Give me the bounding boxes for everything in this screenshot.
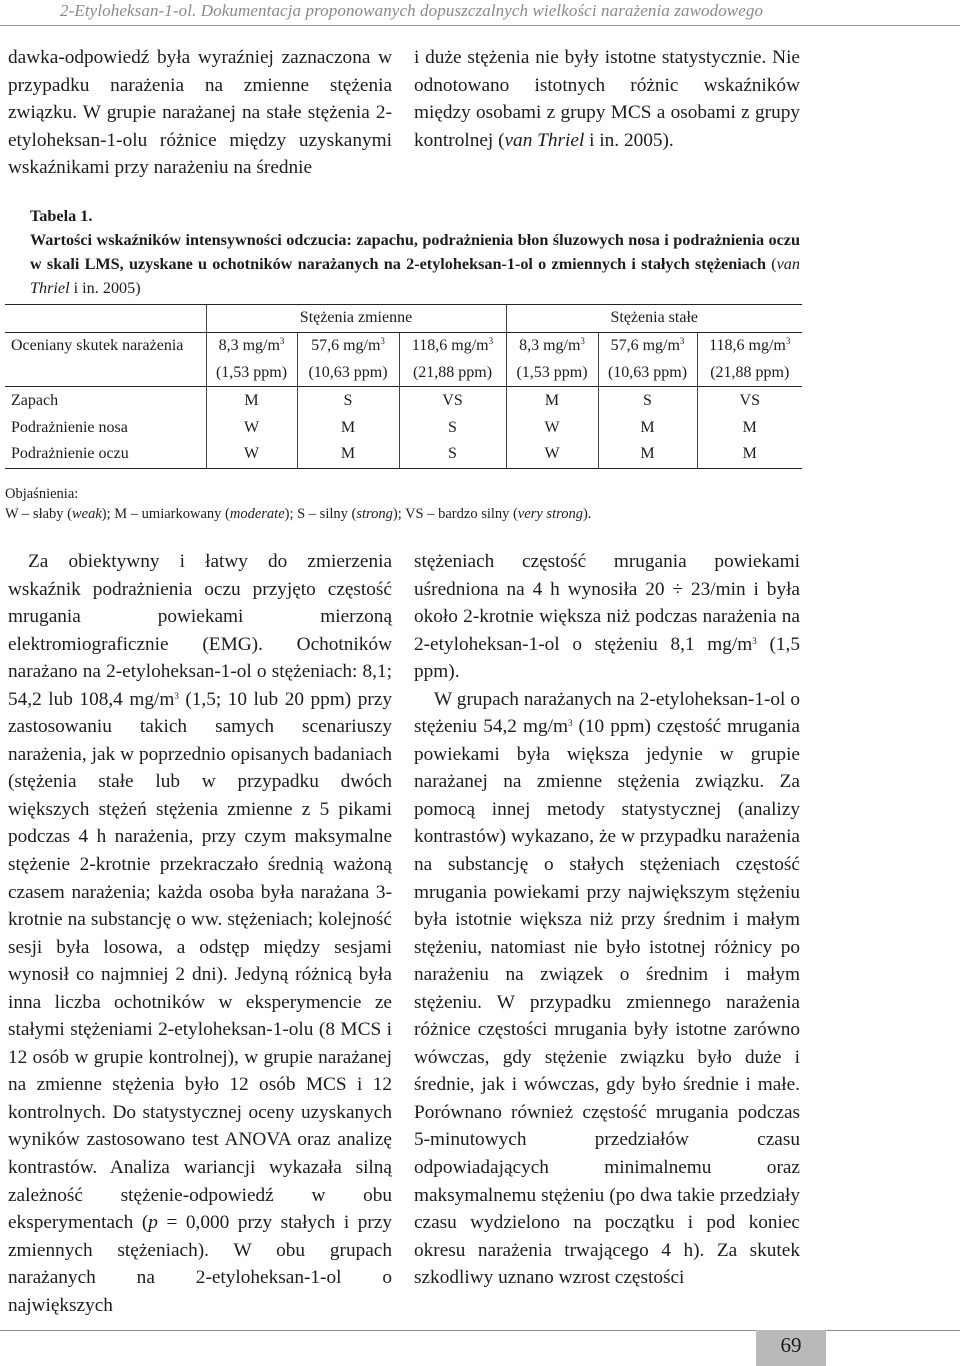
paragraph: W grupach narażanych na 2-etyloheksan-1-ol o stężeniu 54,2 $mg/m^3$ (10 ppm) częstość mrugania powiekami była większa jedynie w grupie narażanej na zmienne stężenia związku. Za pomocą innej metody statystycznej (analizy kontrastów) wykazano, że w przypadku narażenia na substancję o stałych stężeniach częstość mrugania powiekami przy największym stężeniu była istotnie większa niż przy średnim i małym stężeniu, natomiast nie było istotnej różnicy po narażeniu na związek o średnim i małym stężeniu. W przypadku zmiennego narażenia różnice częstości mrugania były istotne zarówno wówczas, gdy stężenie związku było duże i średnie, jak i wówczas, gdy było średnie i małe. Porównano również częstość mrugania podczas 5-minutowych przedziałów czasu odpowiadających minimalnemu oraz maksymalnemu stężeniu (po dwa takie przedziały czasu wydzielono na początku i pod koniec okresu narażenia trwającego 4 h). Za skutek szkodliwy uznano wzrost częstości (414, 688, 800, 1289)
ppm-cell: (1,53 ppm) (206, 360, 297, 387)
table-cell: W (206, 414, 297, 441)
table-cell: S (598, 387, 697, 414)
row-label: Podrażnienie nosa (11, 418, 128, 436)
running-header (0, 0, 960, 26)
group-header-row (5, 305, 802, 333)
table-label: Tabela 1. (30, 207, 93, 225)
ppm-cell: (1,53 ppm) (506, 360, 598, 387)
ppm-cell: (21,88 ppm) (697, 360, 802, 387)
notes-title: Objaśnienia: (5, 486, 79, 502)
table-cell: M (506, 387, 598, 414)
table-cell: S (399, 414, 506, 441)
concentration-cell: 118,6 $mg/m^3$ (697, 332, 802, 359)
page-number: 69 (780, 1333, 802, 1357)
citation-author: van Thriel (504, 129, 585, 151)
table-cell: S (297, 387, 399, 414)
ppm-cell: (10,63 ppm) (297, 360, 399, 387)
table-row (5, 387, 802, 414)
table-cell: M (297, 441, 399, 468)
bottom-right-column (414, 548, 800, 1292)
running-title: 2-Etyloheksan-1-ol. Dokumentacja proponowanych dopuszczalnych wielkości narażenia zawodowego (60, 1, 764, 20)
paragraph: Za obiektywny i łatwy do zmierzenia wskaźnik podrażnienia oczu przyjęto częstość mrugania powiekami mierzoną elektromiograficznie (EMG). Ochotników narażano na 2-etyloheksan-1-ol o stężeniach: 8,1; 54,2 lub 108,4 $mg/m^3$ (1,5; 10 lub 20 ppm) przy zastosowaniu takich samych scenariuszy narażenia, jak w poprzednio opisanych badaniach (stężenia stałe lub w przypadku dwóch większych stężeń stężenia zmienne z 5 pikami podczas 4 h narażenia, przy czym maksymalne stężenie 2-krotnie przekraczało średnią ważoną czasem narażenia; każda osoba była narażana 3-krotnie na substancję o ww. stężeniach; kolejność sesji była losowa, a odstęp między sesjami wynosił co najmniej 2 dni). Jedyną różnicą była inna liczba ochotników w eksperymencie ze stałymi stężeniami 2-etyloheksan-1-olu (8 MCS i 12 osób w grupie kontrolnej), w grupie narażanej na zmienne stężenia było 12 osób MCS i 12 kontrolnych. Do statystycznej oceny uzyskanych wyników zastosowano test ANOVA oraz analizę kontrastów. Analiza wariancji wykazała silną zależność stężenie-odpowiedź w obu eksperymentach (p = 0,000 przy stałych i przy zmiennych stężeniach). W obu grupach narażanych na 2-etyloheksan-1-ol o największych (8, 551, 393, 1316)
concentration-cell: 8,3 $mg/m^3$ (506, 332, 598, 359)
paragraph: stężeniach częstość mrugania powiekami uśredniona na 4 h wynosiła 20 ÷ 23/min i była około 2-krotnie większa niż podczas narażenia na 2-etyloheksan-1-ol o stężeniu 8,1 $mg/m^3$ (1,5 ppm). (414, 551, 801, 683)
table-cell: W (506, 414, 598, 441)
table-cell: W (206, 441, 297, 468)
group-header-constant: Stężenia stałe (506, 305, 802, 333)
row-label: Podrażnienie oczu (5, 441, 206, 468)
table-row (5, 441, 802, 468)
paragraph: i duże stężenia nie były istotne statystycznie. Nie odnotowano istotnych różnic wskaźników między osobami z grupy MCS a osobami z grupy kontrolnej (van Thriel i in. 2005). (414, 47, 800, 151)
concentration-cell: 8,3 $mg/m^3$ (206, 332, 297, 359)
concentration-row (5, 332, 802, 359)
ppm-cell: (10,63 ppm) (598, 360, 697, 387)
table-notes (5, 484, 805, 524)
table-description: Wartości wskaźników intensywności odczucia: zapachu, podrażnienia błon śluzowych nosa i podrażnienia oczu w skali LMS, uzyskane u ochotników narażanych na 2-etyloheksan-1-ol o zmiennych i stałych stężeniach (van Thriel i in. 2005) (30, 231, 800, 297)
group-header-variable: Stężenia zmienne (206, 305, 506, 333)
header-divider (0, 25, 960, 26)
table-cell: VS (399, 387, 506, 414)
table-cell: M (297, 414, 399, 441)
table-cell: VS (697, 387, 802, 414)
table-cell: S (399, 441, 506, 468)
table-cell: M (697, 414, 802, 441)
top-right-column (414, 44, 800, 154)
table-cell: M (206, 387, 297, 414)
table-cell: M (598, 414, 697, 441)
table-cell: M (697, 441, 802, 468)
notes-legend: W – słaby (weak); M – umiarkowany (moderate); S – silny (strong); VS – bardzo silny (very strong). (5, 506, 592, 522)
results-table (5, 304, 802, 469)
concentration-cell: 118,6 $mg/m^3$ (399, 332, 506, 359)
table-cell: W (506, 441, 598, 468)
top-left-column (8, 44, 392, 182)
ppm-row (5, 360, 802, 387)
concentration-cell: 57,6 $mg/m^3$ (297, 332, 399, 359)
concentration-cell: 57,6 $mg/m^3$ (598, 332, 697, 359)
ppm-cell: (21,88 ppm) (399, 360, 506, 387)
bottom-left-column (8, 548, 392, 1319)
paragraph: dawka-odpowiedź była wyraźniej zaznaczona w przypadku narażenia na zmienne stężenia związku. W grupie narażanej na stałe stężenia 2-etyloheksan-1-olu różnice między uzyskanymi wskaźnikami przy narażeniu na średnie (8, 47, 392, 178)
table-row (5, 414, 802, 441)
table-caption (30, 204, 800, 300)
row-label: Zapach (5, 387, 206, 414)
table-cell: M (598, 441, 697, 468)
row-header-label: Oceniany skutek narażenia (5, 332, 206, 359)
